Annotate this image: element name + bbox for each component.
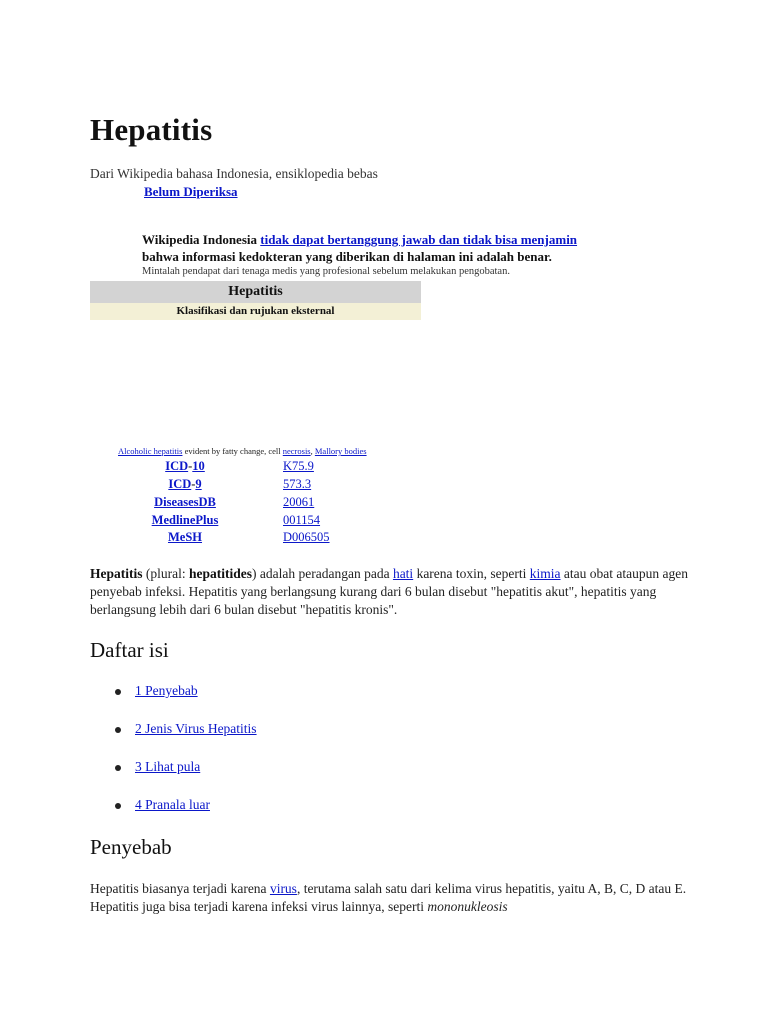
toc-link-penyebab[interactable]: 1 Penyebab bbox=[135, 683, 198, 698]
link-kimia[interactable]: kimia bbox=[529, 566, 561, 581]
code-row-medlineplus bbox=[90, 513, 421, 530]
intro-plural-term: hepatitides bbox=[189, 566, 253, 581]
bullet-icon bbox=[115, 765, 121, 771]
intro-text: karena toxin, seperti bbox=[413, 566, 530, 581]
section-paragraph bbox=[90, 880, 690, 916]
unreviewed-link[interactable]: Belum Diperiksa bbox=[144, 184, 238, 199]
intro-text: (plural: bbox=[142, 566, 189, 581]
bullet-icon bbox=[115, 689, 121, 695]
code-label bbox=[90, 459, 280, 474]
caption-text: evident by fatty change, cell bbox=[182, 446, 283, 456]
toc-heading: Daftar isi bbox=[90, 638, 169, 662]
code-label-link[interactable]: MeSH bbox=[167, 530, 203, 544]
code-label bbox=[90, 477, 280, 492]
bullet-icon bbox=[115, 803, 121, 809]
page-title: Hepatitis bbox=[90, 112, 213, 147]
code-label-link[interactable]: DiseasesDB bbox=[154, 495, 216, 509]
code-label-separator: - bbox=[191, 477, 196, 491]
code-value-link[interactable]: 20061 bbox=[283, 495, 315, 509]
code-label-separator: - bbox=[188, 459, 193, 473]
intro-paragraph bbox=[90, 565, 690, 619]
disclaimer-prefix: Wikipedia Indonesia bbox=[142, 232, 261, 247]
infobox-title: Hepatitis bbox=[90, 281, 421, 303]
code-row-mesh bbox=[90, 530, 421, 547]
section-heading-penyebab: Penyebab bbox=[90, 835, 172, 859]
intro-text: ) adalah peradangan pada bbox=[252, 566, 393, 581]
section-italic-term: mononukleosis bbox=[427, 899, 508, 914]
section-text: Hepatitis biasanya terjadi karena bbox=[90, 881, 270, 896]
code-label-link[interactable]: MedlinePlus bbox=[151, 513, 219, 527]
code-label bbox=[90, 513, 280, 528]
medical-disclaimer bbox=[142, 231, 682, 265]
toc-link-pranala-luar[interactable]: 4 Pranala luar bbox=[135, 797, 210, 812]
site-subtitle: Dari Wikipedia bahasa Indonesia, ensiklopedia bebas bbox=[90, 166, 378, 181]
code-row-icd9 bbox=[90, 477, 421, 494]
toc-link-jenis-virus[interactable]: 2 Jenis Virus Hepatitis bbox=[135, 721, 257, 736]
code-label-sub-link[interactable]: 10 bbox=[192, 459, 205, 473]
caption-link-alcoholic-hepatitis[interactable]: Alcoholic hepatitis bbox=[118, 446, 183, 456]
caption-link-necrosis[interactable]: necrosis bbox=[282, 446, 311, 456]
disclaimer-note: Mintalah pendapat dari tenaga medis yang profesional sebelum melakukan pengobatan. bbox=[142, 266, 510, 277]
code-row-diseasesdb bbox=[90, 495, 421, 512]
code-label bbox=[90, 530, 280, 545]
intro-term: Hepatitis bbox=[90, 566, 143, 581]
code-value-link[interactable]: D006505 bbox=[283, 530, 330, 544]
disclaimer-rest: bahwa informasi kedokteran yang diberikan di halaman ini adalah benar. bbox=[142, 249, 552, 264]
intro-text: atau obat ataupun agen penyebab infeksi. Hepatitis yang berlangsung kurang dari 6 bulan disebut "hepatitis akut", hepatitis yang berlangsung lebih dari 6 bulan disebut "hepatitis kronis". bbox=[90, 566, 688, 617]
code-value-link[interactable]: 573.3 bbox=[283, 477, 312, 491]
code-label-link[interactable]: ICD bbox=[168, 477, 192, 491]
code-label-sub-link[interactable]: 9 bbox=[195, 477, 202, 491]
code-label-link[interactable]: ICD bbox=[165, 459, 189, 473]
code-row-icd10 bbox=[90, 459, 421, 476]
bullet-icon bbox=[115, 727, 121, 733]
section-text: , terutama salah satu dari kelima virus hepatitis, yaitu A, B, C, D atau E. Hepatitis juga bisa terjadi karena infeksi virus lainnya, seperti bbox=[90, 881, 687, 914]
link-hati[interactable]: hati bbox=[392, 566, 414, 581]
infobox-image-caption bbox=[118, 446, 367, 456]
code-value-link[interactable]: K75.9 bbox=[283, 459, 314, 473]
link-virus[interactable]: virus bbox=[269, 881, 297, 896]
caption-separator: , bbox=[310, 446, 315, 456]
infobox-subtitle: Klasifikasi dan rujukan eksternal bbox=[90, 303, 421, 320]
caption-link-mallory-bodies[interactable]: Mallory bodies bbox=[314, 446, 367, 456]
toc-link-lihat-pula[interactable]: 3 Lihat pula bbox=[135, 759, 201, 774]
code-value-link[interactable]: 001154 bbox=[283, 513, 321, 527]
code-label bbox=[90, 495, 280, 510]
disclaimer-link[interactable]: tidak dapat bertanggung jawab dan tidak bisa menjamin bbox=[260, 232, 578, 247]
